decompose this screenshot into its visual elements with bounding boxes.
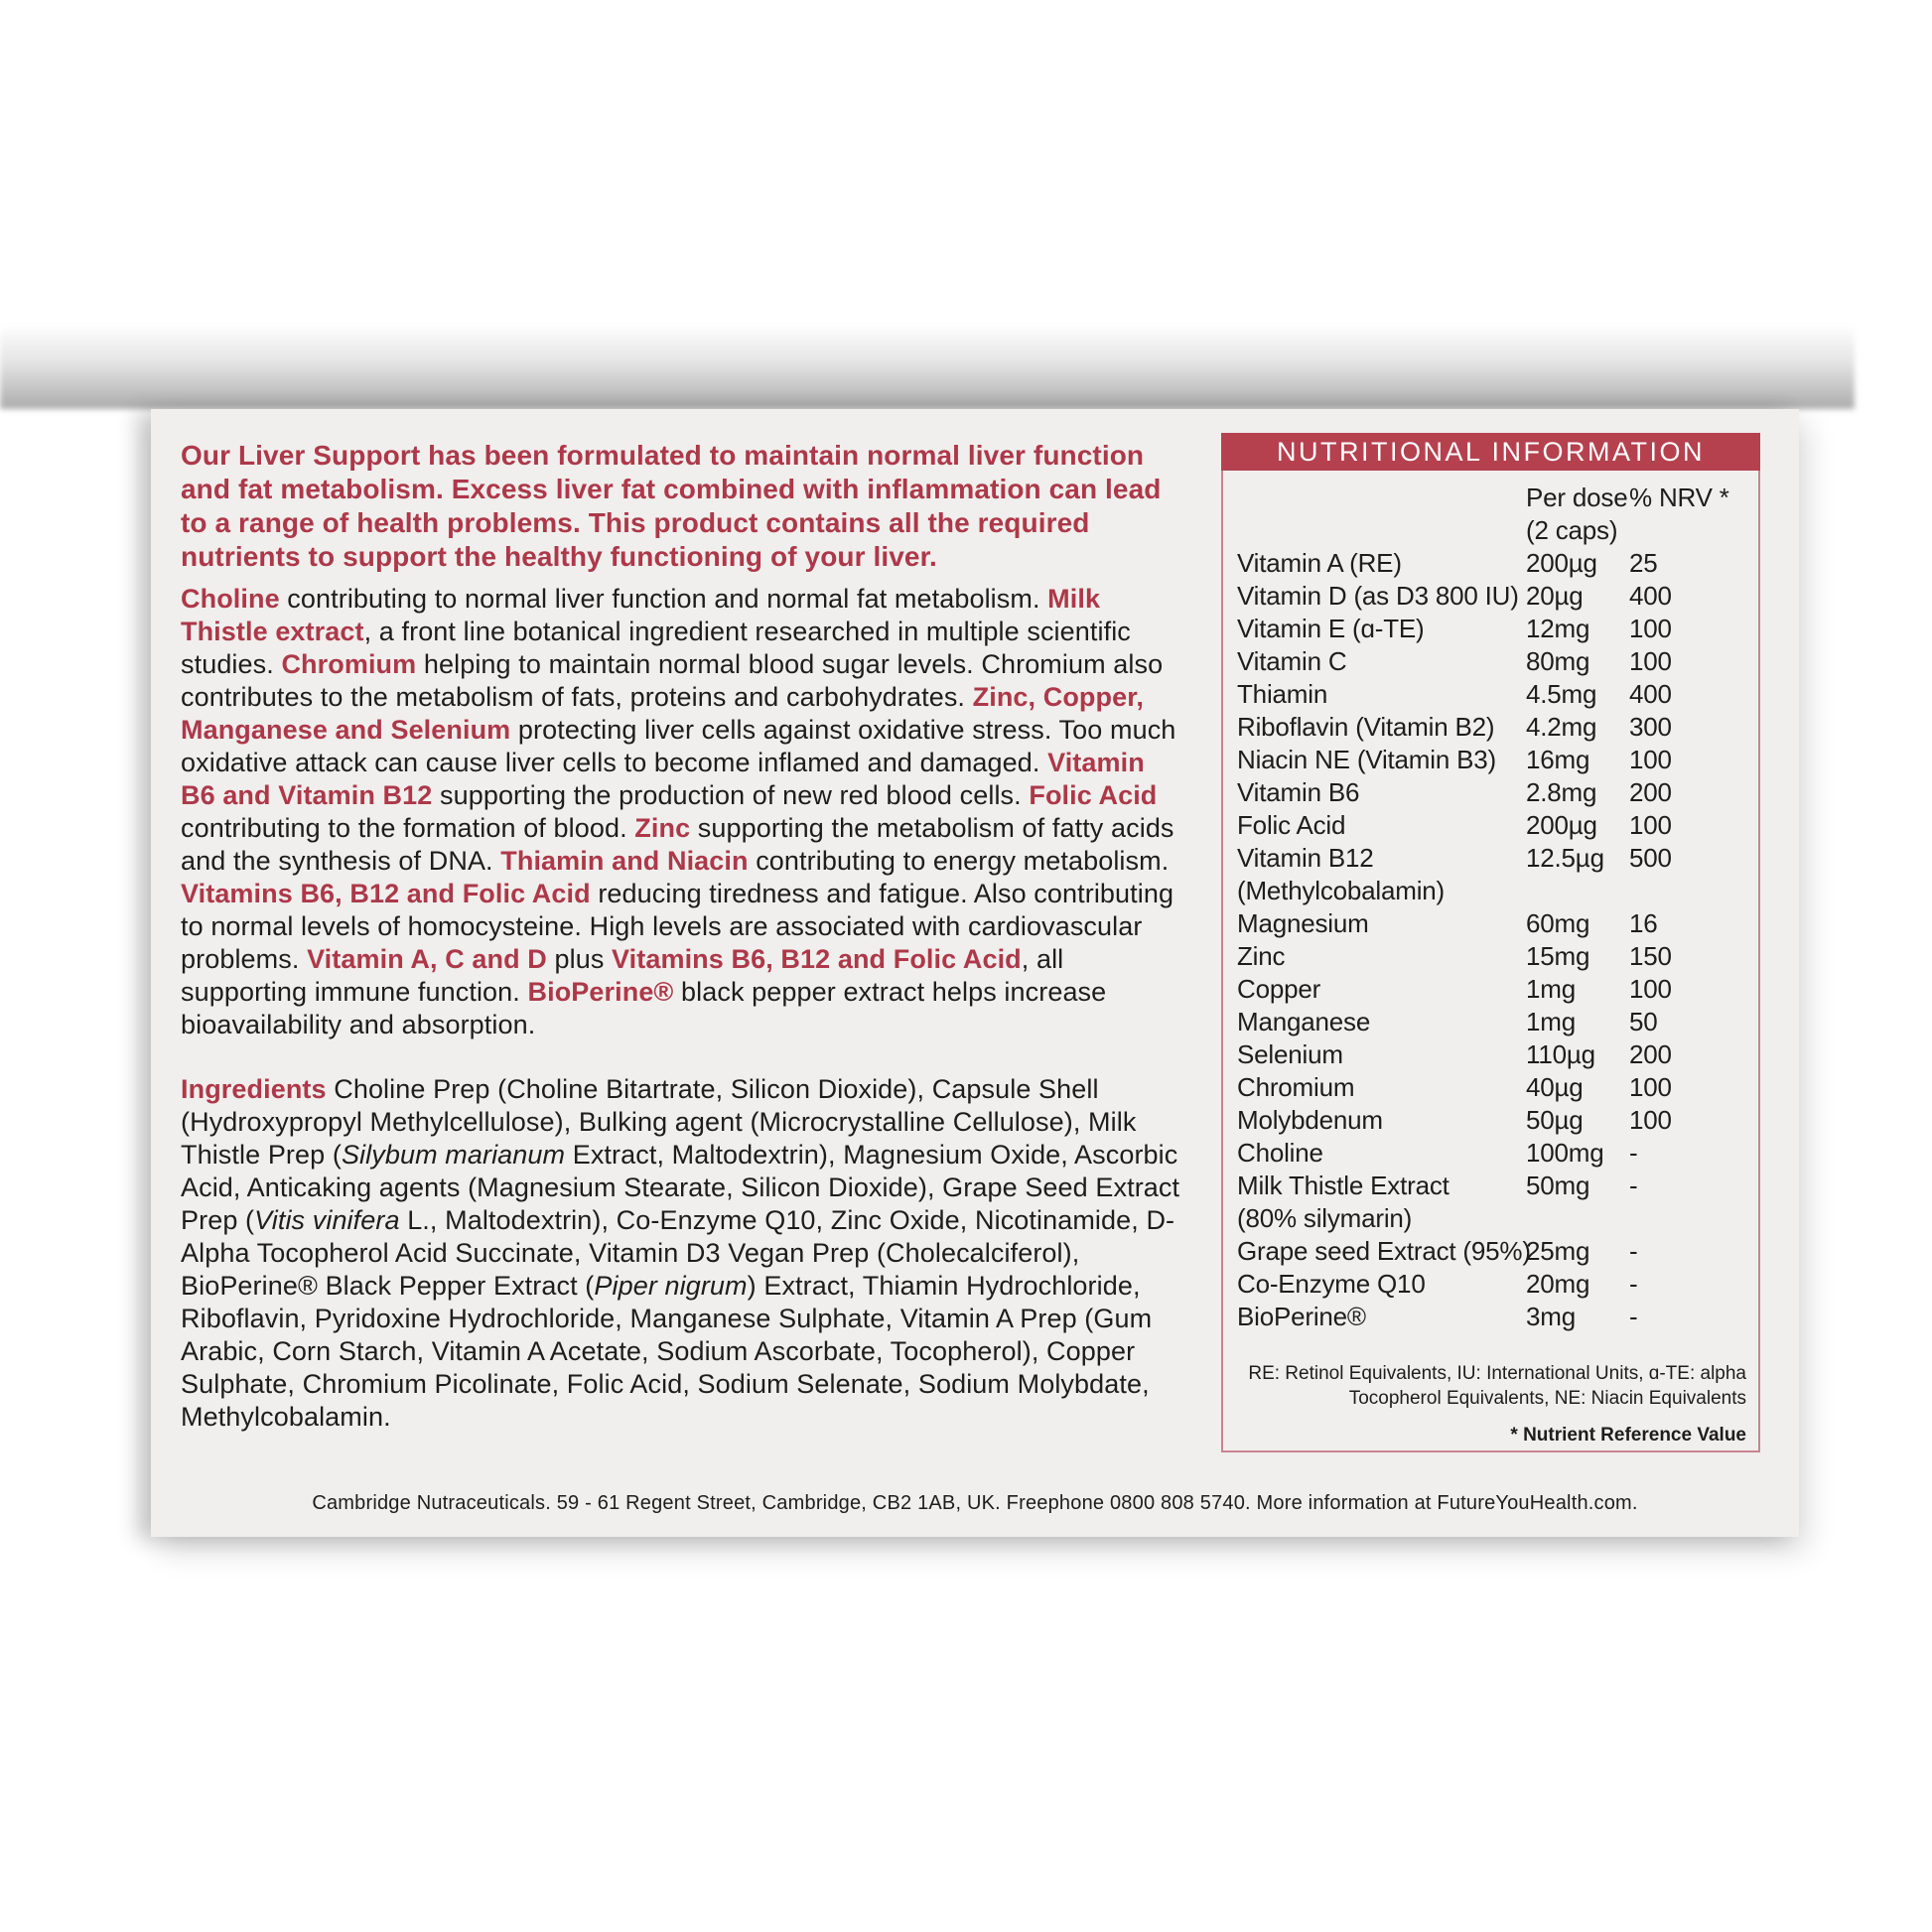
body-text: Choline Prep (Choline Bitartrate, Silicon Dioxide), Capsule Shell (Hydroxypropyl Methylcellulose), Bulking agent (Microcrystalline Cellulose), Milk Thistle Prep ( xyxy=(181,1074,1137,1170)
highlighted-text: Chromium xyxy=(281,649,417,679)
nutrient-name: Selenium xyxy=(1237,1039,1343,1069)
nutrient-name: Manganese xyxy=(1237,1007,1371,1036)
nutrition-row xyxy=(1237,1104,1746,1137)
nutrient-nrv: 100 xyxy=(1629,745,1672,774)
nutrient-name: Choline xyxy=(1237,1138,1323,1168)
nutrient-nrv: - xyxy=(1629,1269,1638,1299)
nutrient-dose xyxy=(1526,875,1629,907)
nutrition-row xyxy=(1237,875,1746,907)
nutrient-dose: 110µg xyxy=(1526,1039,1595,1069)
nutrition-row xyxy=(1237,1137,1746,1170)
nutrient-dose: 15mg xyxy=(1526,941,1590,971)
highlighted-text: Milk Thistle extract xyxy=(181,584,1101,646)
nutrition-row xyxy=(1237,1235,1746,1268)
nutrient-dose: 20mg xyxy=(1526,1269,1590,1299)
nutrition-rows xyxy=(1237,547,1746,1333)
highlighted-text: Vitamins B6, B12 and Folic Acid xyxy=(181,879,591,908)
nutrient-name: Vitamin B6 xyxy=(1237,777,1360,807)
highlighted-text: BioPerine® xyxy=(527,977,674,1007)
nutrition-row xyxy=(1237,711,1746,744)
nutrient-name: Vitamin D (as D3 800 IU) xyxy=(1237,581,1519,611)
body-text: plus xyxy=(546,944,613,974)
nutrient-dose xyxy=(1526,1202,1629,1235)
nutrition-table-body xyxy=(1221,471,1760,1452)
nutrition-row xyxy=(1237,1006,1746,1038)
nutrient-nrv xyxy=(1629,1202,1746,1235)
nutrient-dose: 4.2mg xyxy=(1526,712,1597,742)
nutrient-dose: 80mg xyxy=(1526,646,1590,676)
nutrient-name: Grape seed Extract (95%) xyxy=(1237,1236,1531,1266)
nutrient-nrv: 50 xyxy=(1629,1007,1658,1036)
nutrition-row xyxy=(1237,907,1746,940)
per-dose-label: Per dose xyxy=(1526,483,1628,512)
nutrition-row xyxy=(1237,613,1746,645)
highlighted-text: Vitamin B6 and Vitamin B12 xyxy=(181,748,1145,810)
body-text: reducing tiredness and fatigue. Also contributing to normal levels of homocysteine. High levels are associated with cardiovascular problems. xyxy=(181,879,1174,974)
manufacturer-address: Cambridge Nutraceuticals. 59 - 61 Regent Street, Cambridge, CB2 1AB, UK. Freephone 0800 808 5740. More information at FutureYouHealth.com. xyxy=(312,1492,1638,1514)
nutrition-row xyxy=(1237,580,1746,613)
body-text: Piper nigrum xyxy=(594,1271,748,1301)
nutrition-row xyxy=(1237,1071,1746,1104)
benefits-paragraph xyxy=(181,583,1185,1041)
nutrient-dose: 12mg xyxy=(1526,614,1590,643)
nutrient-nrv: 100 xyxy=(1629,1105,1672,1135)
footnote-abbreviations: RE: Retinol Equivalents, IU: International Units, ɑ-TE: alpha Tocopherol Equivalents, NE: Niacin Equivalents xyxy=(1248,1363,1746,1409)
highlighted-text: Vitamin A, C and D xyxy=(307,944,547,974)
nutrient-nrv: 200 xyxy=(1629,1039,1672,1069)
body-text: ) Extract, Thiamin Hydrochloride, Riboflavin, Pyridoxine Hydrochloride, Manganese Sulphate, Vitamin A Prep (Gum Arabic, Corn Starch, Vitamin A Acetate, Sodium Ascorbate, Tocopherol), Copper Sulphate, Chromium Picolinate, Folic Acid, Sodium Selenate, Sodium Molybdate, Methylcobalamin. xyxy=(181,1271,1153,1432)
nutrient-name: Vitamin C xyxy=(1237,646,1347,676)
nutrient-name: Vitamin A (RE) xyxy=(1237,548,1402,578)
nutrient-name: Molybdenum xyxy=(1237,1105,1383,1135)
nutrition-table-header xyxy=(1237,482,1746,547)
nutrient-name: Copper xyxy=(1237,974,1321,1004)
nutrient-nrv: 400 xyxy=(1629,679,1672,709)
body-text: contributing to energy metabolism. xyxy=(748,846,1170,876)
per-dose-column-header xyxy=(1526,482,1629,547)
nutrient-nrv: 100 xyxy=(1629,646,1672,676)
nutrient-dose: 25mg xyxy=(1526,1236,1590,1266)
body-text: contributing to the formation of blood. xyxy=(181,813,635,843)
nutrient-name: Milk Thistle Extract xyxy=(1237,1171,1449,1200)
highlighted-text: Vitamins B6, B12 and Folic Acid xyxy=(612,944,1022,974)
nutrient-nrv: 200 xyxy=(1629,777,1672,807)
nutrient-nrv: 500 xyxy=(1629,843,1672,873)
card-top-shadow xyxy=(0,324,1855,409)
nutrition-row xyxy=(1237,842,1746,875)
body-text: black pepper extract helps increase bioavailability and absorption. xyxy=(181,977,1107,1039)
nutrition-table xyxy=(1221,433,1760,1452)
intro-paragraph xyxy=(181,439,1185,574)
table-footnotes xyxy=(1237,1361,1746,1448)
nutrient-dose: 200µg xyxy=(1526,548,1597,578)
body-text: protecting liver cells against oxidative stress. Too much oxidative attack can cause liver cells to become inflamed and damaged. xyxy=(181,715,1176,777)
nutrient-nrv xyxy=(1629,875,1746,907)
nutrition-row xyxy=(1237,809,1746,842)
nutrition-row xyxy=(1237,1202,1746,1235)
nutrient-nrv: 400 xyxy=(1629,581,1672,611)
nutrient-nrv: - xyxy=(1629,1171,1638,1200)
nutrient-dose: 4.5mg xyxy=(1526,679,1597,709)
nutrient-dose: 16mg xyxy=(1526,745,1590,774)
nutrient-dose: 3mg xyxy=(1526,1302,1576,1331)
nutrient-dose: 200µg xyxy=(1526,810,1597,840)
nutrition-row xyxy=(1237,678,1746,711)
ingredients-paragraph xyxy=(181,1073,1185,1434)
body-text: supporting the metabolism of fatty acids and the synthesis of DNA. xyxy=(181,813,1174,876)
body-text: Silybum marianum xyxy=(341,1140,566,1170)
nutrient-name: Thiamin xyxy=(1237,679,1328,709)
header-spacer xyxy=(1237,482,1526,547)
nutrient-name: Co-Enzyme Q10 xyxy=(1237,1269,1426,1299)
nutrient-dose: 50µg xyxy=(1526,1105,1584,1135)
nutrition-row xyxy=(1237,547,1746,580)
nutrient-dose: 100mg xyxy=(1526,1138,1604,1168)
nutrient-nrv: 100 xyxy=(1629,810,1672,840)
nutrient-dose: 12.5µg xyxy=(1526,843,1604,873)
body-text: Extract, Maltodextrin), Magnesium Oxide, Ascorbic Acid, Anticaking agents (Magnesium Stearate, Silicon Dioxide), Grape Seed Extract Prep ( xyxy=(181,1140,1180,1235)
highlighted-text: Thiamin and Niacin xyxy=(500,846,749,876)
highlighted-text: Zinc, Copper, Manganese and Selenium xyxy=(181,682,1144,745)
nutrient-nrv: 16 xyxy=(1629,908,1658,938)
nutrient-nrv: 150 xyxy=(1629,941,1672,971)
nutrition-row xyxy=(1237,973,1746,1006)
nutrient-nrv: 100 xyxy=(1629,614,1672,643)
footnote-nrv: * Nutrient Reference Value xyxy=(1510,1425,1746,1446)
nutrient-dose: 60mg xyxy=(1526,908,1590,938)
nutrient-name: Chromium xyxy=(1237,1072,1355,1102)
highlighted-text: Our Liver Support has been formulated to maintain normal liver function and fat metabolism. Excess liver fat combined with inflammation can lead to a range of health problems. This product contains all the required nutrients to support the healthy functioning of your liver. xyxy=(181,440,1162,572)
nutrition-row xyxy=(1237,1038,1746,1071)
nutrient-nrv: - xyxy=(1629,1302,1638,1331)
nutrient-name: (80% silymarin) xyxy=(1237,1203,1413,1233)
nutrition-table-title: NUTRITIONAL INFORMATION xyxy=(1221,433,1760,471)
nutrient-nrv: - xyxy=(1629,1138,1638,1168)
nutrient-dose: 1mg xyxy=(1526,974,1576,1004)
nutrient-name: Magnesium xyxy=(1237,908,1369,938)
highlighted-text: Folic Acid xyxy=(1029,780,1158,810)
per-dose-caps-label: (2 caps) xyxy=(1526,515,1618,545)
nutrient-dose: 40µg xyxy=(1526,1072,1584,1102)
nutrient-nrv: - xyxy=(1629,1236,1638,1266)
highlighted-text: Choline xyxy=(181,584,280,614)
body-text: , all supporting immune function. xyxy=(181,944,1064,1007)
highlighted-text: Ingredients xyxy=(181,1074,327,1104)
nutrient-dose: 50mg xyxy=(1526,1171,1590,1200)
nutrition-row xyxy=(1237,645,1746,678)
nutrient-name: Vitamin B12 xyxy=(1237,843,1374,873)
nutrient-name: Niacin NE (Vitamin B3) xyxy=(1237,745,1496,774)
nutrient-dose: 20µg xyxy=(1526,581,1584,611)
body-text: supporting the production of new red blood cells. xyxy=(432,780,1030,810)
product-label-card xyxy=(151,409,1799,1537)
nutrient-name: (Methylcobalamin) xyxy=(1237,876,1446,905)
nutrient-name: Zinc xyxy=(1237,941,1286,971)
body-text: , a front line botanical ingredient researched in multiple scientific studies. xyxy=(181,617,1131,679)
nutrition-row xyxy=(1237,1170,1746,1202)
body-text: helping to maintain normal blood sugar levels. Chromium also contributes to the metabolism of fats, proteins and carbohydrates. xyxy=(181,649,1164,712)
nutrition-row xyxy=(1237,1268,1746,1301)
body-text: contributing to normal liver function and normal fat metabolism. xyxy=(279,584,1048,614)
body-text: L., Maltodextrin), Co-Enzyme Q10, Zinc Oxide, Nicotinamide, D-Alpha Tocopherol Acid Succinate, Vitamin D3 Vegan Prep (Cholecalciferol), BioPerine® Black Pepper Extract ( xyxy=(181,1205,1175,1301)
highlighted-text: Zinc xyxy=(634,813,691,843)
nutrient-dose: 2.8mg xyxy=(1526,777,1597,807)
nutrition-row xyxy=(1237,744,1746,776)
nutrient-nrv: 100 xyxy=(1629,974,1672,1004)
nutrient-name: Vitamin E (ɑ-TE) xyxy=(1237,614,1425,643)
nutrient-name: Riboflavin (Vitamin B2) xyxy=(1237,712,1495,742)
nrv-column-header: % NRV * xyxy=(1629,483,1729,512)
nutrient-nrv: 100 xyxy=(1629,1072,1672,1102)
nutrient-dose: 1mg xyxy=(1526,1007,1576,1036)
nutrient-nrv: 300 xyxy=(1629,712,1672,742)
nutrient-name: Folic Acid xyxy=(1237,810,1346,840)
nutrition-row xyxy=(1237,776,1746,809)
nutrition-row xyxy=(1237,1301,1746,1333)
nutrient-nrv: 25 xyxy=(1629,548,1658,578)
nutrient-name: BioPerine® xyxy=(1237,1302,1366,1331)
body-text: Vitis vinifera xyxy=(254,1205,400,1235)
nutrition-row xyxy=(1237,940,1746,973)
description-column xyxy=(181,439,1185,1434)
